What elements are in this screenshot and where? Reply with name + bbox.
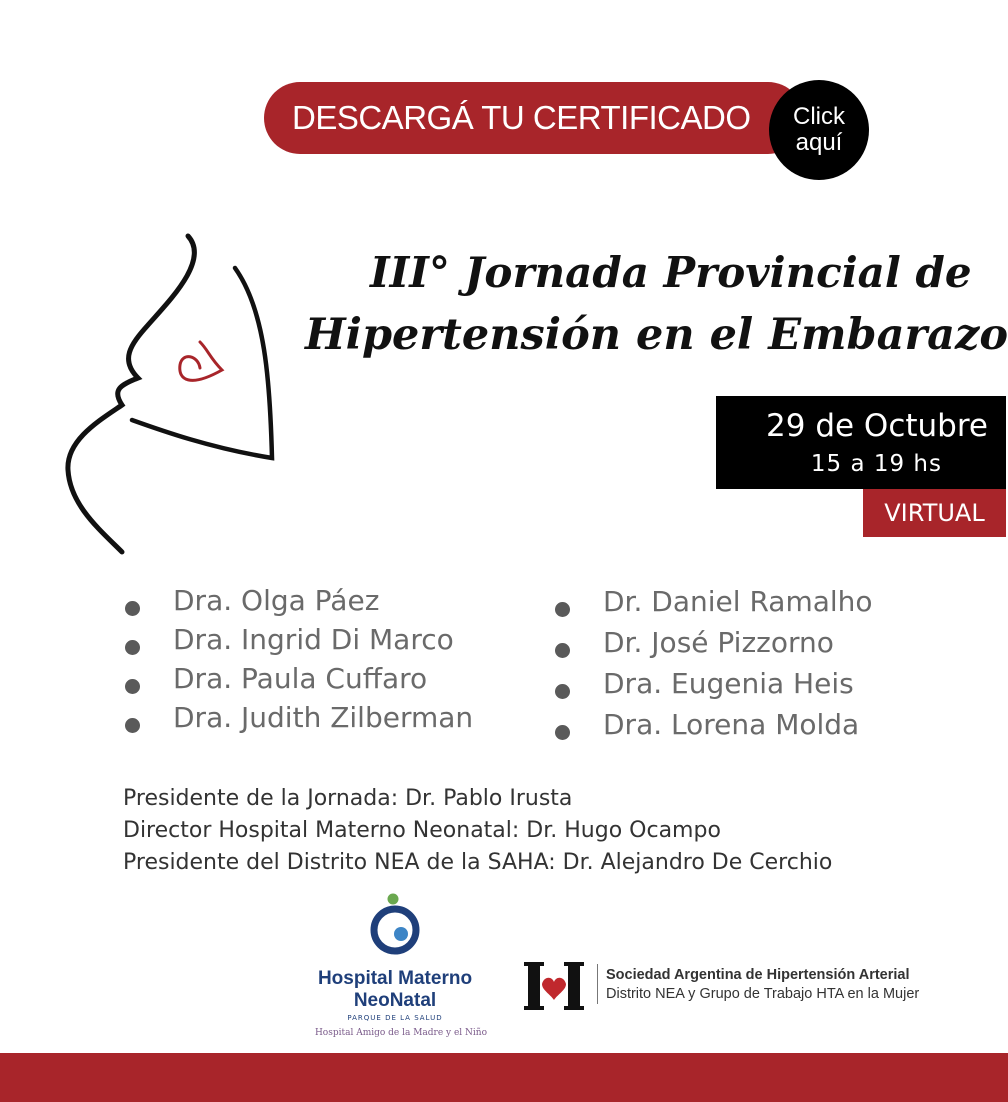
speaker-name: Dra. Ingrid Di Marco [173,623,454,656]
saha-name: Sociedad Argentina de Hipertensión Arterial [606,967,910,983]
hospital-subtitle: PARQUE DE LA SALUD [347,1014,443,1022]
footer-bar [0,1053,1008,1102]
hospital-tagline: Hospital Amigo de la Madre y el Niño [314,1028,488,1038]
hospital-logo-icon [300,890,490,960]
bullet-icon [125,679,140,694]
modality-badge: VIRTUAL [863,489,1006,537]
bullet-icon [555,725,570,740]
event-title-line2: Hipertensión en el Embarazo [305,310,1008,360]
speakers-list-right [555,585,873,749]
bullet-icon [125,601,140,616]
credit-line: Director Hospital Materno Neonatal: Dr. Hugo Ocampo [123,818,721,843]
speaker-item [125,701,473,740]
bullet-icon [555,643,570,658]
saha-h-logo-icon [522,958,588,1014]
credit-line: Presidente del Distrito NEA de la SAHA: Dr. Alejandro De Cerchio [123,850,833,875]
speaker-item [555,708,873,749]
download-certificate-label[interactable]: DESCARGÁ TU CERTIFICADO [292,99,751,136]
saha-logo [522,958,952,1014]
speaker-name: Dr. Daniel Ramalho [603,585,873,618]
speaker-name: Dr. José Pizzorno [603,626,834,659]
hospital-name-line2: NeoNatal [353,990,437,1011]
bullet-icon [125,640,140,655]
speaker-name: Dra. Eugenia Heis [603,667,854,700]
hospital-logo [300,890,490,1045]
speaker-name: Dra. Judith Zilberman [173,701,474,734]
event-date: 29 de Octubre [766,408,988,444]
event-time: 15 a 19 hs [810,451,942,477]
saha-subtitle: Distrito NEA y Grupo de Trabajo HTA en la Mujer [606,986,920,1002]
click-here-button[interactable] [769,80,869,180]
speaker-item [125,662,473,701]
hospital-name-line1: Hospital Materno [317,968,473,989]
bullet-icon [555,602,570,617]
speaker-item [555,585,873,626]
bullet-icon [125,718,140,733]
date-box [716,396,1006,489]
click-here-line1[interactable]: Click [793,103,845,130]
credit-line: Presidente de la Jornada: Dr. Pablo Irusta [123,786,573,811]
click-here-line2[interactable]: aquí [795,129,843,156]
bullet-icon [555,684,570,699]
event-title-line1: III° Jornada Provincial de [370,248,972,297]
credits [123,783,832,879]
pregnancy-silhouette-logo [60,230,290,560]
speaker-name: Dra. Lorena Molda [603,708,860,741]
speaker-name: Dra. Olga Páez [173,584,380,617]
speakers-list-left [125,584,473,740]
saha-divider [597,964,598,1004]
heart-icon [180,342,222,380]
speaker-name: Dra. Paula Cuffaro [173,662,428,695]
speaker-item [125,623,473,662]
speaker-item [555,626,873,667]
speaker-item [125,584,473,623]
speaker-item [555,667,873,708]
